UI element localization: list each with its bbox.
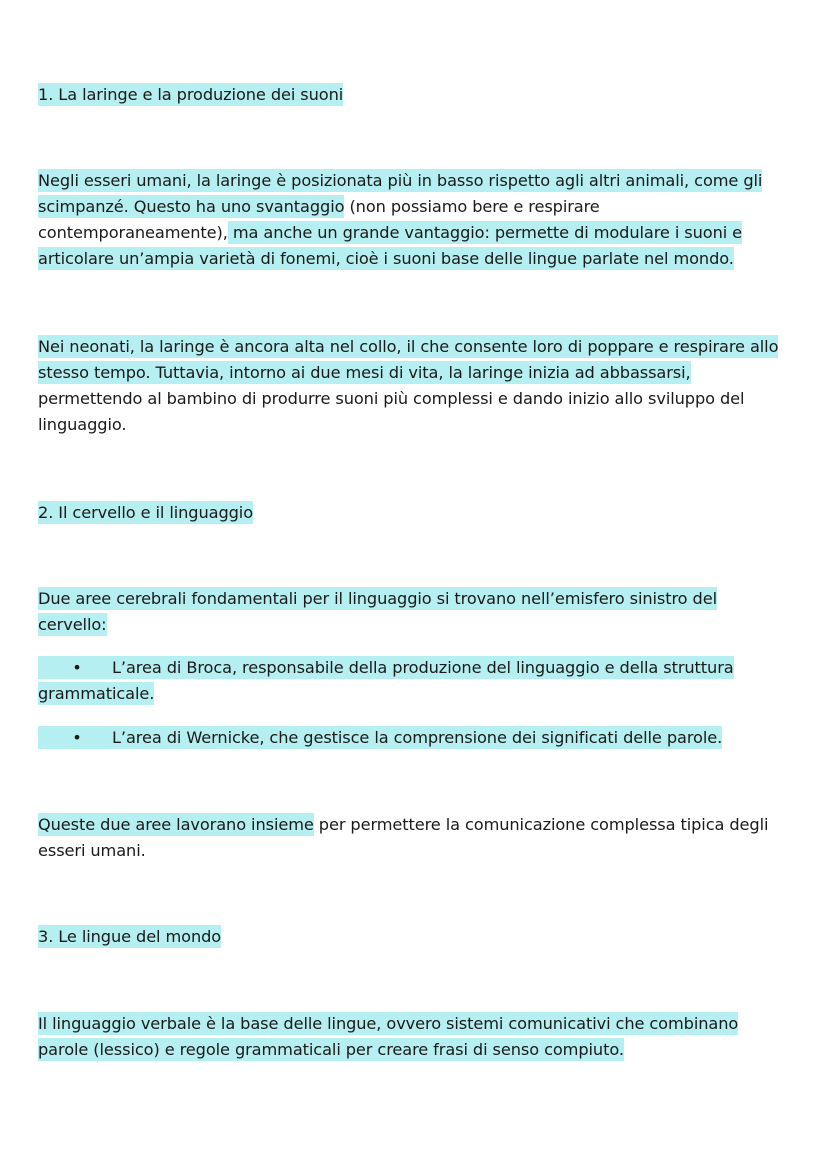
list-item-text: L’area di Broca, responsabile della produzione del linguaggio e della struttura grammaticale. bbox=[38, 658, 734, 703]
paragraph-newborns bbox=[38, 334, 790, 438]
bullet-marker: • bbox=[72, 728, 82, 747]
highlighted-text: ma anche un grande vantaggio: permette di modulare i suoni e articolare un’ampia varietà di fonemi, cioè i suoni base delle lingue parlate nel mondo. bbox=[38, 223, 743, 268]
bullet-marker: • bbox=[72, 658, 82, 677]
section-heading-2-text: 2. Il cervello e il linguaggio bbox=[38, 503, 254, 522]
paragraph-verbal-language bbox=[38, 1011, 790, 1063]
plain-text: permettendo al bambino di produrre suoni più complessi e dando inizio allo sviluppo del linguaggio. bbox=[38, 389, 745, 434]
plain-text: per permettere la comunicazione complessa tipica degli esseri umani. bbox=[38, 815, 769, 860]
highlighted-text: Il linguaggio verbale è la base delle lingue, ovvero sistemi comunicativi che combinano parole (lessico) e regole grammaticali per creare frasi di senso compiuto. bbox=[38, 1014, 739, 1059]
paragraph-larynx-position bbox=[38, 168, 790, 272]
highlighted-text: Queste due aree lavorano insieme bbox=[38, 815, 314, 834]
list-item-wernicke bbox=[38, 725, 790, 751]
list-item-broca bbox=[38, 655, 790, 707]
section-heading-1 bbox=[38, 82, 790, 108]
section-heading-1-text: 1. La laringe e la produzione dei suoni bbox=[38, 85, 344, 104]
section-heading-3 bbox=[38, 924, 790, 950]
paragraph-areas-together bbox=[38, 812, 790, 864]
highlighted-text: Nei neonati, la laringe è ancora alta nel collo, il che consente loro di poppare e respirare allo stesso tempo. Tuttavia, intorno ai due mesi di vita, la laringe inizia ad abbassarsi, bbox=[38, 337, 779, 382]
highlighted-text: Due aree cerebrali fondamentali per il linguaggio si trovano nell’emisfero sinistro del cervello: bbox=[38, 589, 717, 634]
section-heading-2 bbox=[38, 500, 790, 526]
paragraph-brain-areas bbox=[38, 586, 790, 638]
section-heading-3-text: 3. Le lingue del mondo bbox=[38, 927, 222, 946]
plain-text: (non possiamo bere e respirare contemporaneamente), bbox=[38, 197, 600, 242]
list-item-text: L’area di Wernicke, che gestisce la comprensione dei significati delle parole. bbox=[112, 728, 723, 747]
highlighted-text: Negli esseri umani, la laringe è posizionata più in basso rispetto agli altri animali, come gli scimpanzé. Questo ha uno svantaggio bbox=[38, 171, 763, 216]
